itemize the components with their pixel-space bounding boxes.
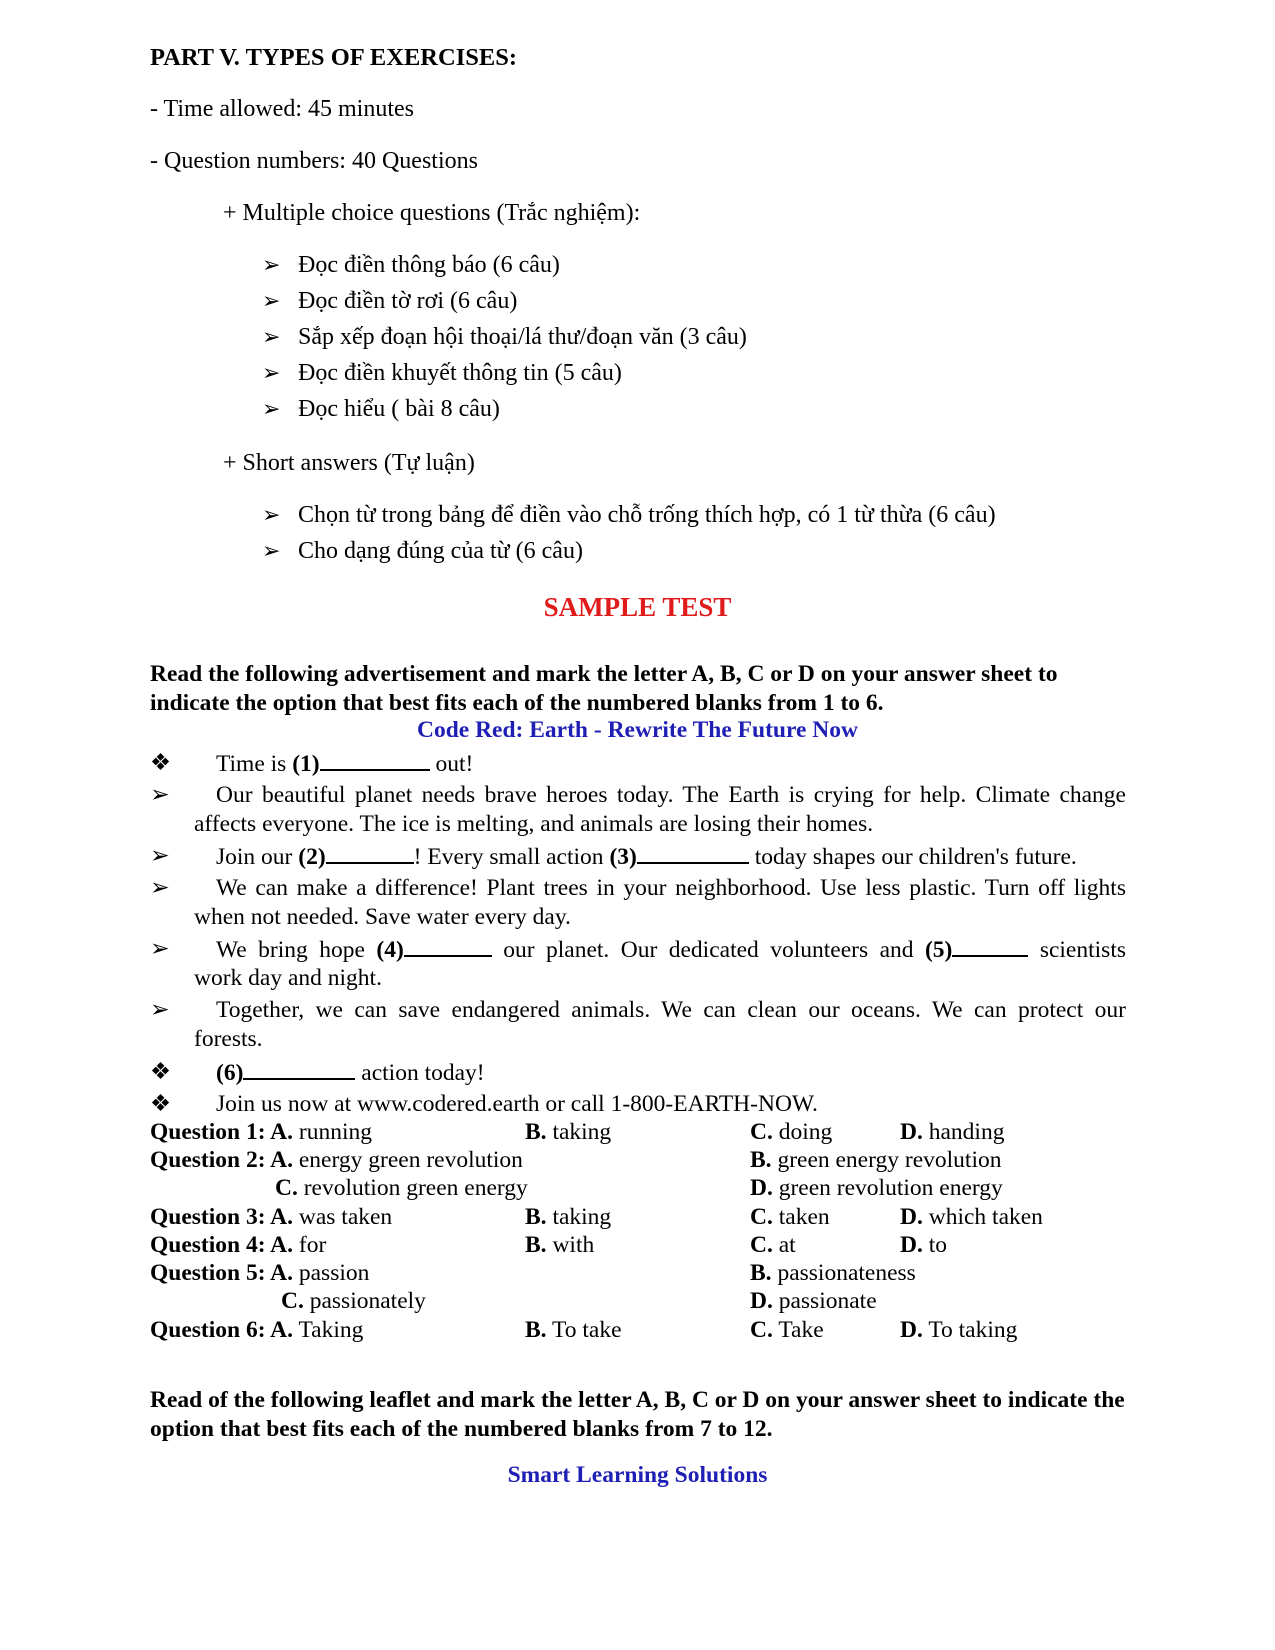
option-letter: C. bbox=[750, 1204, 773, 1230]
question-4-option-c bbox=[750, 1232, 796, 1259]
blank-number: (3) bbox=[609, 844, 637, 870]
short-item-text: Chọn từ trong bảng để điền vào chỗ trống thích hợp, có 1 từ thừa (6 câu) bbox=[298, 502, 996, 528]
question-5-option-d bbox=[750, 1288, 877, 1315]
ad-text: Our beautiful planet needs brave heroes today. The Earth is crying for help. Climate change bbox=[216, 782, 1126, 808]
ad-text: action today! bbox=[355, 1060, 485, 1086]
blank-line bbox=[404, 935, 492, 957]
option-text: taking bbox=[552, 1119, 612, 1145]
question-4-option-d bbox=[900, 1232, 947, 1259]
option-text: To take bbox=[552, 1317, 622, 1343]
blank-line bbox=[243, 1058, 355, 1080]
option-text: Take bbox=[778, 1317, 824, 1343]
short-item bbox=[262, 538, 583, 565]
question-6-option-b bbox=[525, 1317, 622, 1344]
ad-text: We bring hope bbox=[216, 937, 377, 963]
option-text: green energy revolution bbox=[777, 1147, 1002, 1173]
question-2-option-d bbox=[750, 1175, 1003, 1202]
mcq-item-text: Đọc điền thông báo (6 câu) bbox=[298, 252, 560, 278]
blank-number: (4) bbox=[376, 937, 404, 963]
blank-line bbox=[326, 842, 414, 864]
option-text: taken bbox=[778, 1204, 830, 1230]
option-text: revolution green energy bbox=[303, 1175, 528, 1201]
ad-text: work day and night. bbox=[194, 965, 382, 991]
option-a: energy green revolution bbox=[298, 1147, 523, 1173]
section1-instruction: Read the following advertisement and mark the letter A, B, C or D on your answer sheet to indicate the option that best fits each of the numbered blanks from 1 to 6. bbox=[150, 661, 1058, 716]
option-letter: C. bbox=[750, 1317, 773, 1343]
mcq-item bbox=[262, 324, 747, 351]
mcq-item-text: Đọc hiểu ( bài 8 câu) bbox=[298, 396, 500, 422]
option-text: green revolution energy bbox=[778, 1175, 1003, 1201]
option-a: was taken bbox=[298, 1204, 393, 1230]
mcq-item bbox=[262, 252, 560, 279]
mcq-item bbox=[262, 360, 622, 387]
option-letter: D. bbox=[900, 1317, 923, 1343]
section2-instruction: Read of the following leaflet and mark the letter A, B, C or D on your answer sheet to indicate the option that best fits each of the numbered blanks from 7 to 12. bbox=[150, 1387, 1125, 1442]
question-3-option-c bbox=[750, 1204, 830, 1231]
ad-line bbox=[150, 996, 1125, 1054]
question-1 bbox=[150, 1119, 372, 1146]
question-4-option-b bbox=[525, 1232, 594, 1259]
option-letter: A. bbox=[270, 1317, 293, 1343]
option-letter: A. bbox=[270, 1147, 293, 1173]
ad-line bbox=[150, 874, 1125, 932]
option-letter: A. bbox=[270, 1232, 293, 1258]
option-text: passionately bbox=[309, 1288, 426, 1314]
question-1-option-b bbox=[525, 1119, 611, 1146]
question-5-option-b bbox=[750, 1260, 916, 1287]
option-text: which taken bbox=[928, 1204, 1043, 1230]
question-2-option-c bbox=[275, 1175, 528, 1202]
ad-text: affects everyone. The ice is melting, and animals are losing their homes. bbox=[194, 811, 874, 837]
option-letter: D. bbox=[900, 1119, 923, 1145]
short-item bbox=[262, 502, 996, 529]
option-letter: B. bbox=[525, 1232, 547, 1258]
option-letter: C. bbox=[750, 1232, 773, 1258]
leaflet-title: Smart Learning Solutions bbox=[507, 1462, 768, 1488]
option-letter: B. bbox=[525, 1204, 547, 1230]
short-item-text: Cho dạng đúng của từ (6 câu) bbox=[298, 538, 583, 564]
arrow-icon: ➢ bbox=[150, 875, 170, 901]
question-numbers: - Question numbers: 40 Questions bbox=[150, 148, 478, 174]
mcq-item bbox=[262, 396, 500, 423]
option-letter: C. bbox=[750, 1119, 773, 1145]
blank-line bbox=[637, 842, 749, 864]
diamond-icon: ❖ bbox=[150, 750, 172, 776]
option-letter: B. bbox=[750, 1147, 772, 1173]
blank-number: (2) bbox=[298, 844, 326, 870]
ad-line bbox=[150, 1090, 1125, 1119]
arrow-icon: ➢ bbox=[262, 288, 281, 313]
mcq-item bbox=[262, 288, 517, 315]
question-3-option-d bbox=[900, 1204, 1043, 1231]
question-6-option-d bbox=[900, 1317, 1017, 1344]
option-a: Taking bbox=[298, 1317, 364, 1343]
arrow-icon: ➢ bbox=[262, 360, 281, 385]
ad-text: Join our bbox=[216, 844, 299, 870]
question-2-option-b bbox=[750, 1147, 1001, 1174]
arrow-icon: ➢ bbox=[150, 936, 170, 962]
ad-text: today shapes our children's future. bbox=[748, 844, 1077, 870]
ad-text: ! Every small action bbox=[413, 844, 610, 870]
ad-text: out! bbox=[429, 751, 474, 777]
ad-text: Together, we can save endangered animals. We can clean our oceans. We can protect our bbox=[216, 997, 1126, 1023]
option-text: at bbox=[778, 1232, 796, 1258]
option-letter: A. bbox=[270, 1119, 293, 1145]
option-letter: C. bbox=[275, 1175, 298, 1201]
advertisement-title: Code Red: Earth - Rewrite The Future Now bbox=[416, 717, 858, 743]
arrow-icon: ➢ bbox=[262, 502, 281, 527]
mcq-title: + Multiple choice questions (Trắc nghiệm): bbox=[223, 200, 641, 226]
blank-number: (5) bbox=[924, 937, 953, 963]
question-label: Question 4: bbox=[150, 1232, 271, 1258]
option-a: for bbox=[298, 1232, 327, 1258]
question-1-option-c bbox=[750, 1119, 832, 1146]
option-letter: D. bbox=[750, 1288, 773, 1314]
option-letter: A. bbox=[270, 1260, 293, 1286]
arrow-icon: ➢ bbox=[262, 538, 281, 563]
question-4 bbox=[150, 1232, 326, 1259]
option-text: to bbox=[928, 1232, 948, 1258]
ad-line bbox=[150, 749, 1125, 778]
ad-text: scientists bbox=[1028, 937, 1126, 963]
question-3-option-b bbox=[525, 1204, 611, 1231]
blank-number: (1) bbox=[292, 751, 320, 777]
ad-line bbox=[150, 781, 1125, 839]
option-letter: D. bbox=[900, 1232, 923, 1258]
ad-text: Join us now at www.codered.earth or call 1-800-EARTH-NOW. bbox=[216, 1091, 818, 1117]
question-label: Question 1: bbox=[150, 1119, 271, 1145]
question-1-option-d bbox=[900, 1119, 1004, 1146]
mcq-item-text: Đọc điền tờ rơi (6 câu) bbox=[298, 288, 518, 314]
option-letter: A. bbox=[270, 1204, 293, 1230]
option-text: To taking bbox=[928, 1317, 1018, 1343]
ad-line bbox=[150, 842, 1125, 871]
arrow-icon: ➢ bbox=[262, 252, 281, 277]
option-letter: C. bbox=[281, 1288, 304, 1314]
arrow-icon: ➢ bbox=[150, 843, 170, 869]
blank-line bbox=[952, 935, 1028, 957]
question-label: Question 2: bbox=[150, 1147, 271, 1173]
diamond-icon: ❖ bbox=[150, 1059, 172, 1085]
ad-line bbox=[150, 935, 1125, 993]
arrow-icon: ➢ bbox=[150, 782, 170, 808]
diamond-icon: ❖ bbox=[150, 1091, 172, 1117]
arrow-icon: ➢ bbox=[150, 997, 170, 1023]
option-text: passionateness bbox=[777, 1260, 916, 1286]
ad-text: when not needed. Save water every day. bbox=[194, 904, 571, 930]
option-text: taking bbox=[552, 1204, 612, 1230]
option-text: handing bbox=[928, 1119, 1005, 1145]
short-answers-title: + Short answers (Tự luận) bbox=[223, 450, 475, 476]
arrow-icon: ➢ bbox=[262, 396, 281, 421]
option-a: running bbox=[298, 1119, 372, 1145]
blank-number: (6) bbox=[216, 1060, 244, 1086]
sample-test-title: SAMPLE TEST bbox=[543, 592, 732, 622]
mcq-item-text: Đọc điền khuyết thông tin (5 câu) bbox=[298, 360, 622, 386]
question-2 bbox=[150, 1147, 523, 1174]
part-heading: PART V. TYPES OF EXERCISES: bbox=[150, 44, 517, 71]
time-allowed: - Time allowed: 45 minutes bbox=[150, 96, 414, 122]
ad-text: Time is bbox=[216, 751, 293, 777]
question-label: Question 6: bbox=[150, 1317, 271, 1343]
blank-line bbox=[320, 749, 430, 771]
option-letter: B. bbox=[525, 1119, 547, 1145]
option-text: passionate bbox=[778, 1288, 877, 1314]
question-5-option-c bbox=[281, 1288, 426, 1315]
ad-line bbox=[150, 1058, 1125, 1087]
question-5 bbox=[150, 1260, 369, 1287]
question-label: Question 3: bbox=[150, 1204, 271, 1230]
option-text: with bbox=[552, 1232, 595, 1258]
option-a: passion bbox=[298, 1260, 370, 1286]
question-6 bbox=[150, 1317, 363, 1344]
option-text: doing bbox=[778, 1119, 833, 1145]
ad-text: We can make a difference! Plant trees in your neighborhood. Use less plastic. Turn off lights bbox=[216, 875, 1126, 901]
question-3 bbox=[150, 1204, 392, 1231]
option-letter: D. bbox=[900, 1204, 923, 1230]
question-label: Question 5: bbox=[150, 1260, 271, 1286]
ad-text: forests. bbox=[194, 1026, 263, 1052]
option-letter: B. bbox=[750, 1260, 772, 1286]
arrow-icon: ➢ bbox=[262, 324, 281, 349]
option-letter: B. bbox=[525, 1317, 547, 1343]
question-6-option-c bbox=[750, 1317, 824, 1344]
option-letter: D. bbox=[750, 1175, 773, 1201]
ad-text: our planet. Our dedicated volunteers and bbox=[491, 937, 925, 963]
mcq-item-text: Sắp xếp đoạn hội thoại/lá thư/đoạn văn (3 câu) bbox=[298, 324, 747, 350]
